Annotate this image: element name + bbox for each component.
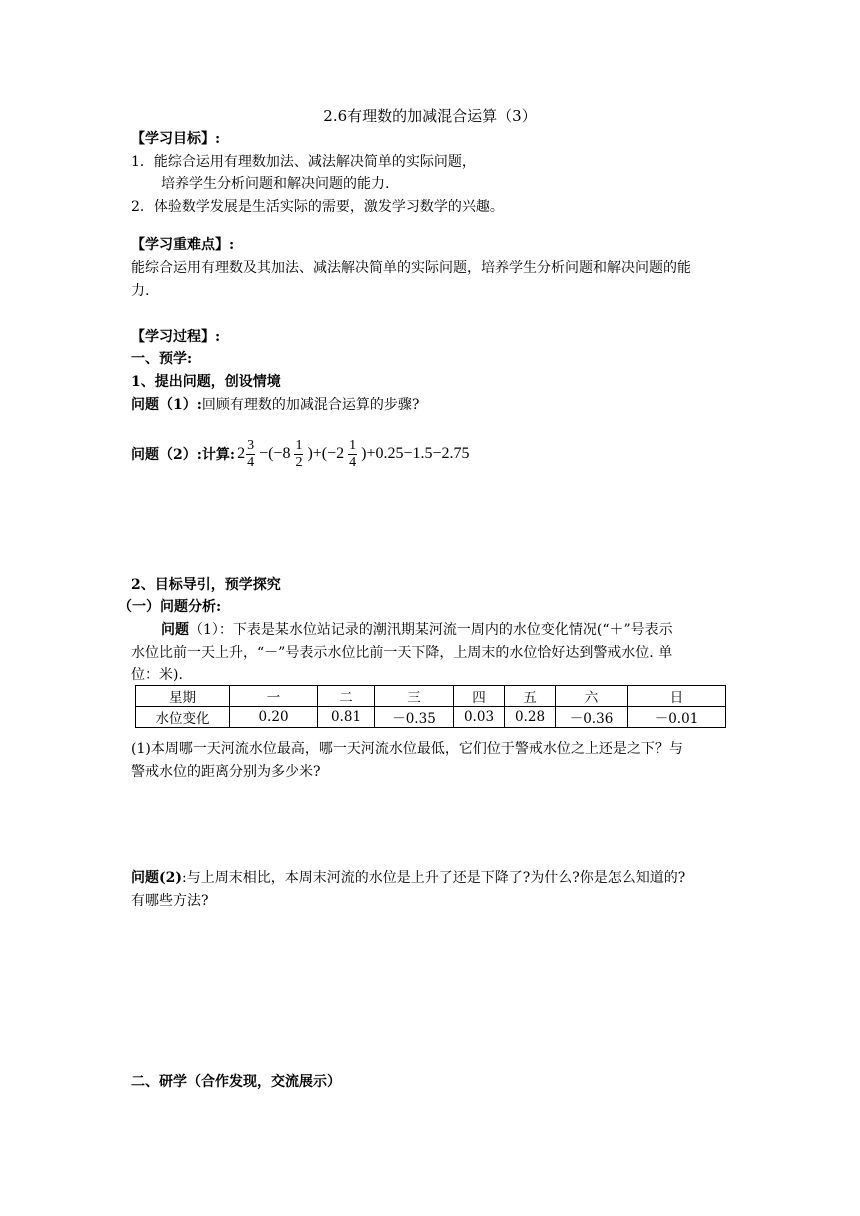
table-cell: 0.03 (454, 707, 505, 728)
table-row (136, 707, 726, 728)
step-1-heading: 1、提出问题，创设情境 (131, 374, 281, 390)
key-points-line-1: 能综合运用有理数及其加法、减法解决简单的实际问题，培养学生分析问题和解决问题的能 (131, 260, 691, 276)
process-heading: 【学习过程】: (131, 329, 221, 345)
term-2-fraction (294, 438, 303, 471)
term-1-whole: 2 (237, 445, 246, 462)
page-title: 2.6有理数的加减混合运算（3） (323, 107, 537, 125)
problem-1-line-1 (161, 620, 673, 640)
table-header-cell: 一 (230, 686, 318, 707)
question-1-label: 问题（1）: (131, 397, 202, 413)
table-header-cell: 日 (628, 686, 726, 707)
key-points-line-2: 力. (131, 283, 150, 299)
goal-item-2: 2．体验数学发展是生活实际的需要，激发学习数学的兴趣。 (131, 199, 504, 215)
term-1-fraction (246, 438, 255, 471)
problem-1-label: 问题 (161, 622, 189, 638)
problem-2-text: :与上周末相比，本周末河流的水位是上升了还是下降了?为什么?你是怎么知道的? (182, 870, 686, 886)
table-header-cell: 三 (375, 686, 454, 707)
key-points-heading: 【学习重难点】: (131, 237, 235, 253)
problem-2-line-2: 有哪些方法? (131, 893, 209, 909)
question-1-text: 回顾有理数的加减混合运算的步骤? (201, 397, 420, 413)
table-cell: －0.36 (556, 707, 628, 728)
calculation-expression (237, 438, 472, 471)
operator-1: −(−8 (259, 445, 291, 462)
table-row (136, 686, 726, 707)
term-3-fraction (348, 438, 357, 471)
part-1-heading: 一、预学: (131, 351, 193, 367)
term-1-denominator: 4 (247, 454, 255, 470)
table-cell: 0.20 (230, 707, 318, 728)
term-2-denominator: 2 (295, 454, 303, 470)
expression-tail: )+0.25−1.5−2.75 (361, 445, 470, 462)
term-2-numerator: 1 (295, 437, 303, 453)
part-2-heading: 二、研学（合作发现，交流展示） (131, 1074, 341, 1090)
goals-heading: 【学习目标】: (131, 131, 221, 147)
table-cell: －0.35 (375, 707, 454, 728)
step-2-heading: 2、目标导引，预学探究 (131, 577, 281, 593)
problem-1-line-2: 水位比前一天上升，“－”号表示水位比前一天下降，上周末的水位恰好达到警戒水位. 单 (131, 645, 673, 661)
table-header-cell: 二 (318, 686, 375, 707)
problem-2-line-1 (131, 868, 685, 888)
goal-item-1: 1．能综合运用有理数加法、减法解决简单的实际问题， (131, 154, 476, 170)
table-header-cell: 五 (505, 686, 556, 707)
term-1-numerator: 3 (247, 437, 255, 453)
table-cell: 0.28 (505, 707, 556, 728)
problem-2-label: 问题(2) (131, 870, 182, 886)
problem-1-line-3: 位：米). (131, 667, 183, 683)
question-2-label: 问题（2）:计算: (131, 447, 236, 463)
table-cell: 水位变化 (136, 707, 230, 728)
sub-question-1-line-2: 警戒水位的距离分别为多少米? (131, 764, 321, 780)
problem-1-text: （1）：下表是某水位站记录的潮汛期某河流一周内的水位变化情况(“＋”号表示 (189, 622, 673, 638)
table-header-cell: 星期 (136, 686, 230, 707)
table-header-cell: 四 (454, 686, 505, 707)
term-3-numerator: 1 (349, 437, 357, 453)
question-1 (131, 395, 419, 415)
table-cell: 0.81 (318, 707, 375, 728)
water-level-table (135, 685, 726, 728)
operator-2: )+(−2 (307, 445, 345, 462)
sub-question-1-line-1: (1)本周哪一天河流水位最高，哪一天河流水位最低，它们位于警戒水位之上还是之下？与 (131, 741, 683, 757)
term-3-denominator: 4 (349, 454, 357, 470)
goal-item-1-cont: 培养学生分析问题和解决问题的能力. (161, 176, 390, 192)
question-2 (131, 432, 473, 476)
table-cell: －0.01 (628, 707, 726, 728)
table-header-cell: 六 (556, 686, 628, 707)
analysis-heading: （一）问题分析: (118, 599, 222, 615)
